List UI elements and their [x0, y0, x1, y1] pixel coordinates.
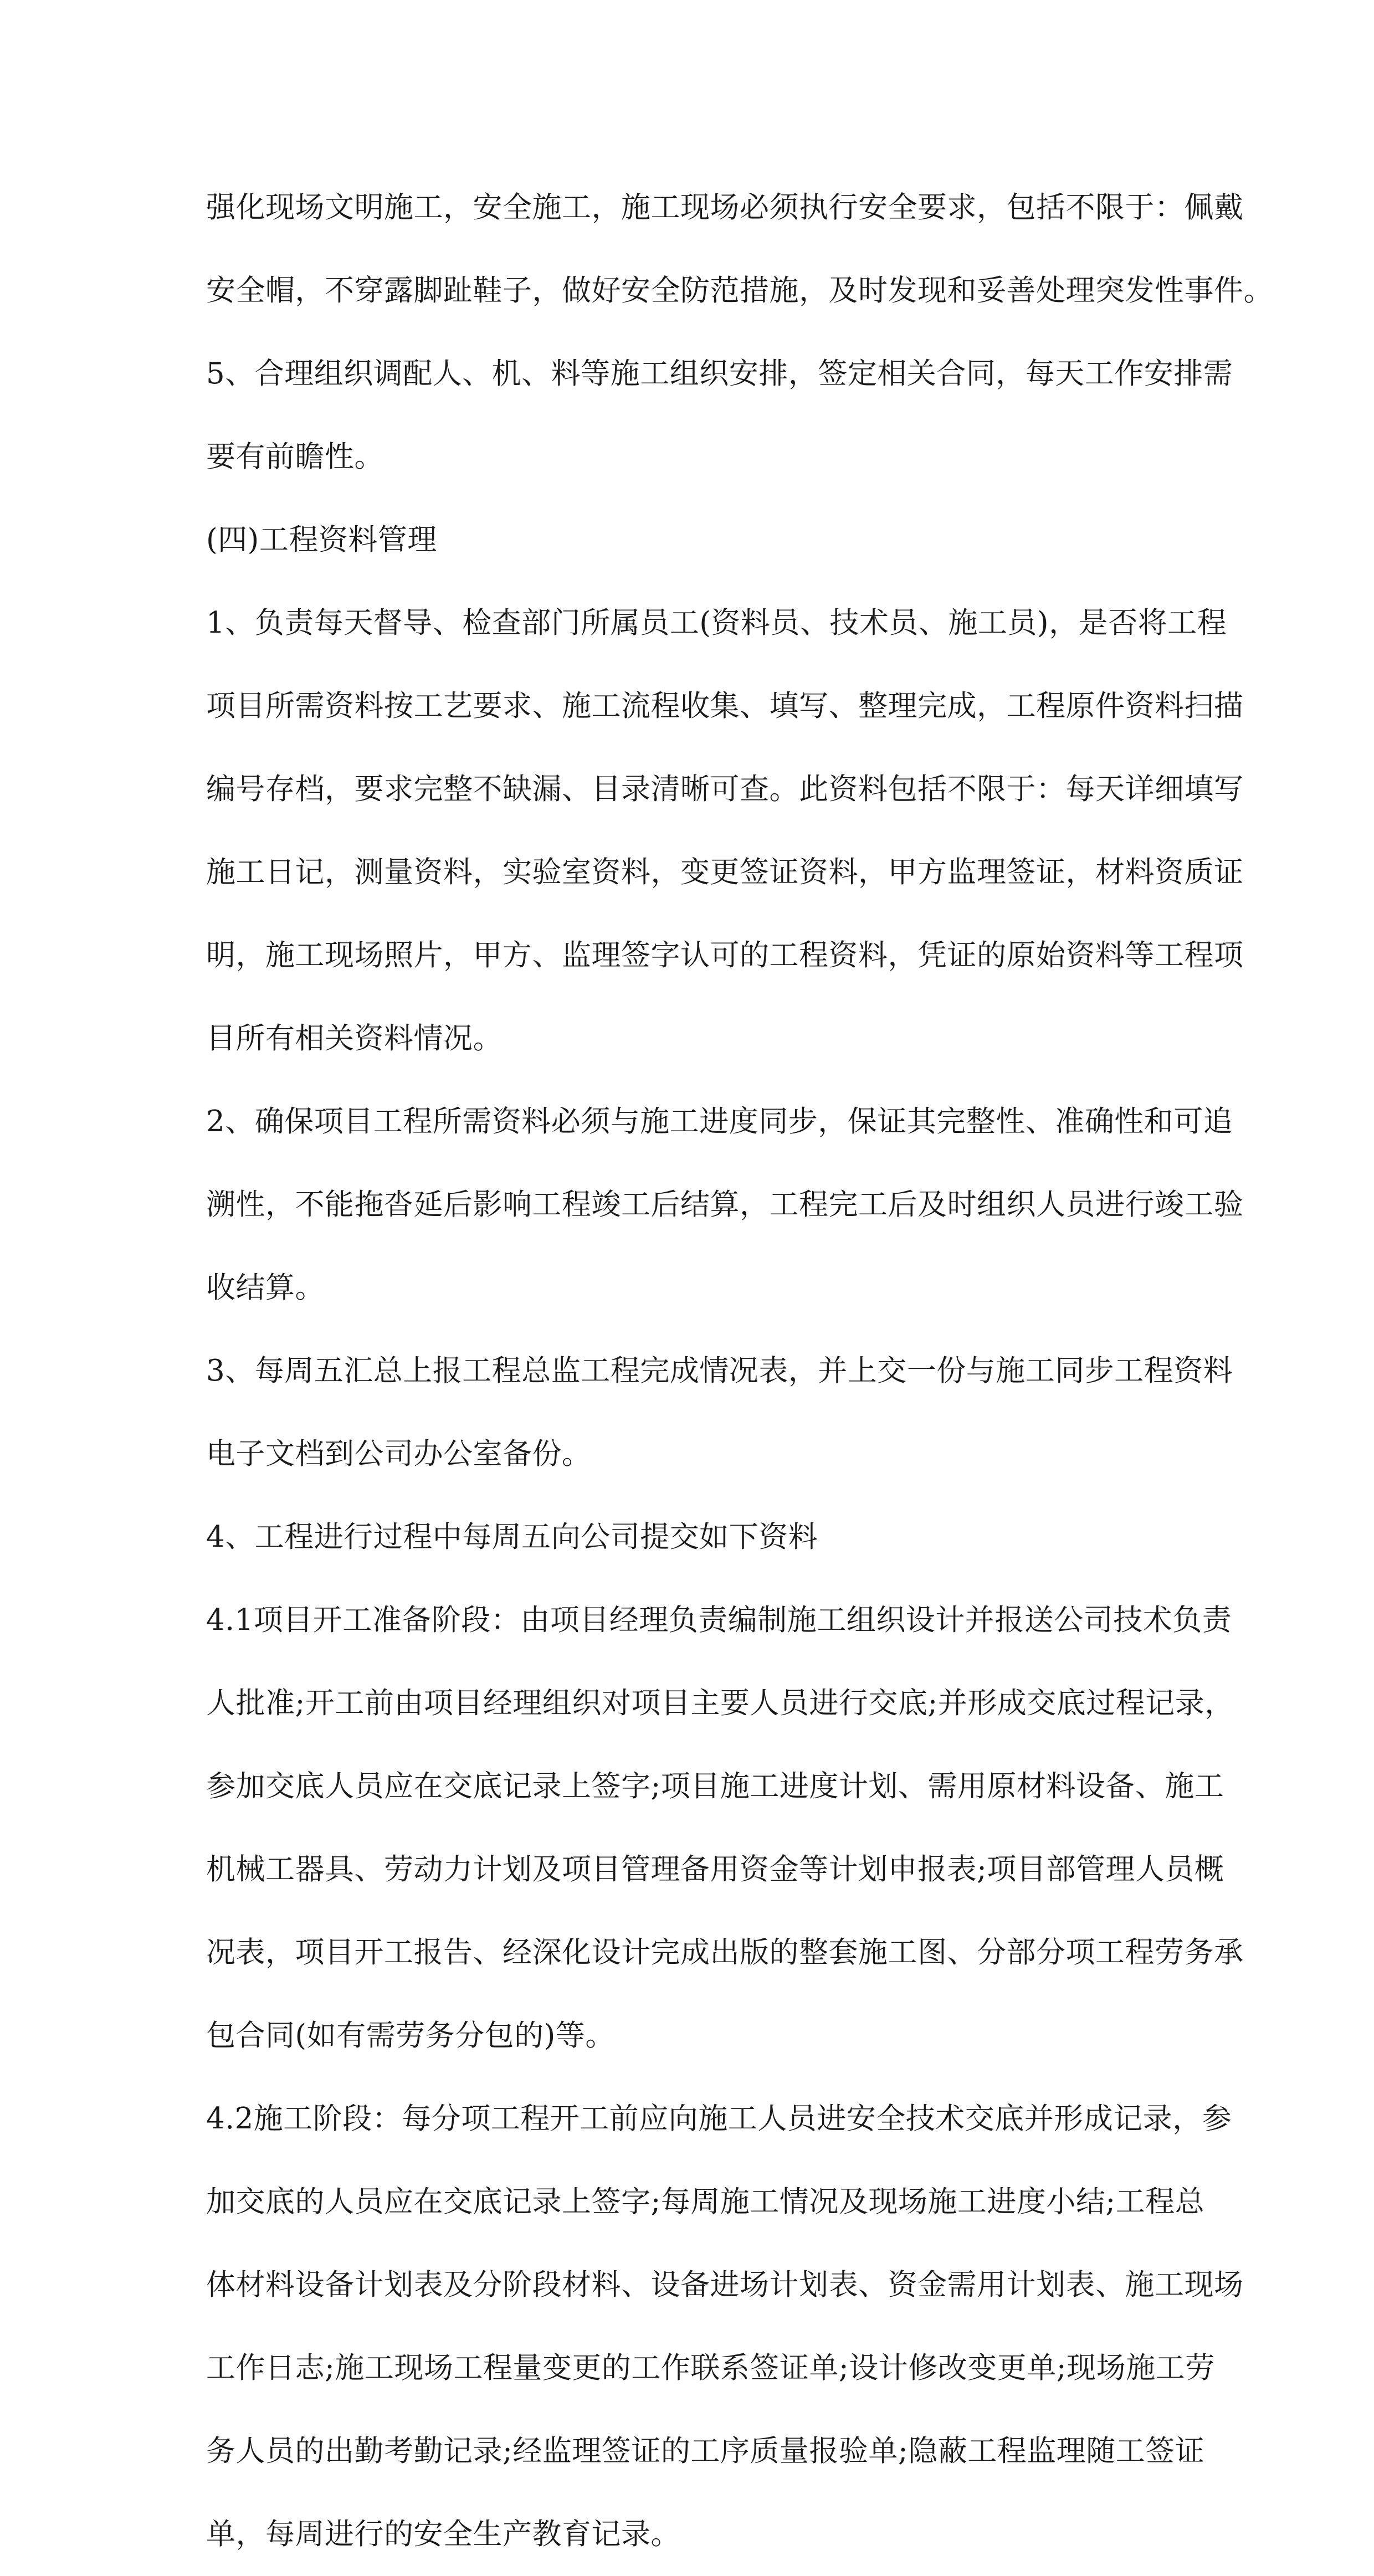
text-line: 机械工器具、劳动力计划及项目管理备用资金等计划申报表;项目部管理人员概 [206, 1853, 1224, 1886]
text-line: 工作日志;施工现场工程量变更的工作联系签证单;设计修改变更单;现场施工劳 [206, 2351, 1215, 2385]
text-line: 单，每周进行的安全生产教育记录。 [206, 2517, 680, 2551]
text-line: 3、每周五汇总上报工程总监工程完成情况表，并上交一份与施工同步工程资料 [206, 1354, 1233, 1388]
text-line: 溯性，不能拖沓延后影响工程竣工后结算，工程完工后及时组织人员进行竣工验 [206, 1188, 1244, 1222]
text-line: 加交底的人员应在交底记录上签字;每周施工情况及现场施工进度小结;工程总 [206, 2185, 1205, 2219]
text-line: 5、合理组织调配人、机、料等施工组织安排，签定相关合同，每天工作安排需 [206, 357, 1233, 391]
text-line: 4.2施工阶段：每分项工程开工前应向施工人员进安全技术交底并形成记录，参 [206, 2102, 1232, 2136]
text-line: 2、确保项目工程所需资料必须与施工进度同步，保证其完整性、准确性和可追 [206, 1105, 1233, 1138]
text-line: 强化现场文明施工，安全施工，施工现场必须执行安全要求，包括不限于：佩戴 [206, 191, 1244, 224]
document-body [206, 166, 1273, 2576]
text-line: 1、负责每天督导、检查部门所属员工(资料员、技术员、施工员)，是否将工程 [206, 606, 1227, 640]
text-line: 收结算。 [206, 1271, 325, 1305]
text-line: 包合同(如有需劳务分包的)等。 [206, 2019, 615, 2052]
text-line: 施工日记，测量资料，实验室资料，变更签证资料，甲方监理签证，材料资质证 [206, 855, 1244, 889]
text-line: 要有前瞻性。 [206, 440, 384, 474]
text-line: 4、工程进行过程中每周五向公司提交如下资料 [206, 1520, 818, 1554]
text-line: 体材料设备计划表及分阶段材料、设备进场计划表、资金需用计划表、施工现场 [206, 2268, 1244, 2302]
text-line: 电子文档到公司办公室备份。 [206, 1437, 592, 1471]
section-heading: (四)工程资料管理 [206, 523, 437, 557]
text-line: 参加交底人员应在交底记录上签字;项目施工进度计划、需用原材料设备、施工 [206, 1769, 1224, 1803]
text-line: 安全帽，不穿露脚趾鞋子，做好安全防范措施，及时发现和妥善处理突发性事件。 [206, 274, 1273, 307]
text-line: 4.1项目开工准备阶段：由项目经理负责编制施工组织设计并报送公司技术负责 [206, 1603, 1232, 1637]
text-line: 况表，项目开工报告、经深化设计完成出版的整套施工图、分部分项工程劳务承 [206, 1936, 1244, 1969]
text-line: 务人员的出勤考勤记录;经监理签证的工序质量报验单;隐蔽工程监理随工签证 [206, 2434, 1205, 2468]
text-line: 明，施工现场照片，甲方、监理签字认可的工程资料，凭证的原始资料等工程项 [206, 938, 1244, 972]
text-line: 人批准;开工前由项目经理组织对项目主要人员进行交底;并形成交底过程记录， [206, 1686, 1234, 1720]
text-line: 项目所需资料按工艺要求、施工流程收集、填写、整理完成，工程原件资料扫描 [206, 689, 1244, 723]
text-line: 目所有相关资料情况。 [206, 1022, 503, 1055]
text-line: 编号存档，要求完整不缺漏、目录清晰可查。此资料包括不限于：每天详细填写 [206, 772, 1244, 806]
